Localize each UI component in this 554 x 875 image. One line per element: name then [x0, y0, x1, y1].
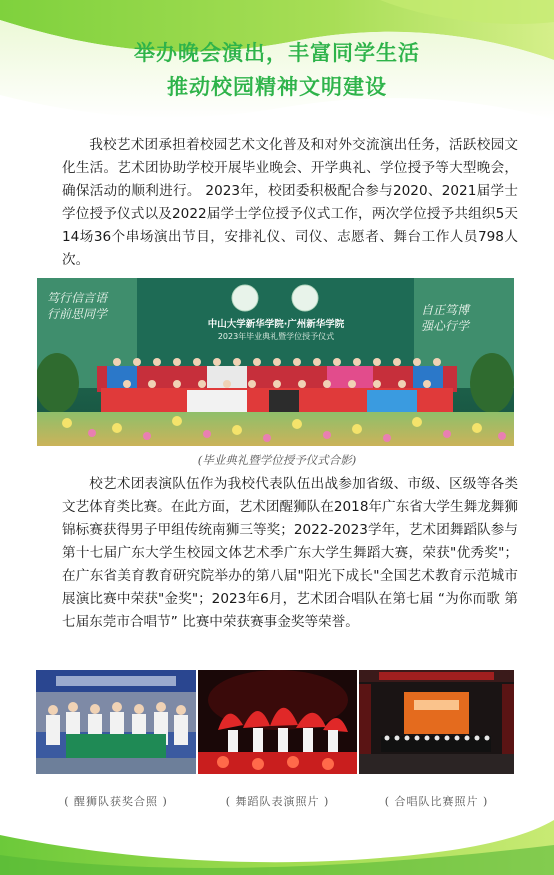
lion-dance-team-photo — [36, 670, 196, 774]
title-line-1: 举办晚会演出，丰富同学生活 — [134, 41, 420, 65]
page-title — [0, 36, 554, 104]
choir-team-photo — [359, 670, 514, 774]
dance-team-photo — [198, 670, 357, 774]
graduation-group-photo — [37, 278, 514, 446]
choir-photo-caption: ( 合唱队比赛照片 ) — [384, 795, 489, 808]
lion-dance-photo-caption: ( 醒狮队获奖合照 ) — [64, 795, 168, 808]
banner-school-name: 中山大学新华学院·广州新华学院 — [207, 319, 345, 330]
banner-right-text: 自正笃博 强心行学 — [421, 303, 470, 333]
graduation-photo-caption: (毕业典礼暨学位授予仪式合影) — [197, 453, 357, 467]
title-line-2: 推动校园精神文明建设 — [167, 75, 387, 99]
dance-photo-caption: ( 舞蹈队表演照片 ) — [225, 795, 330, 808]
bottom-wave-decoration — [0, 760, 554, 875]
paragraph-competition-awards: 校艺术团表演队伍作为我校代表队伍出战参加省级、市级、区级等各类文艺体育类比赛。在此方面，艺术团醒狮队在2018年广东省大学生舞龙舞狮锦标赛获得男子甲组传统南狮三等奖；2022-2023学年，艺术团舞蹈队参与第十七届广东大学生校园文体艺术季广东大学生舞蹈大赛，荣获"优秀奖"；在广东省美育教育研究院举办的第八届"阳光下成长"全国艺术教育示范城市展演比赛中荣获"金奖"；2023年6月，艺术团合唱队在第七届 “为你而歌 第七届东莞市合唱节” 比赛中荣获赛事金奖等荣誉。 — [62, 476, 518, 630]
banner-ceremony-title: 2023年毕业典礼暨学位授予仪式 — [217, 332, 335, 341]
people-front-row — [101, 388, 453, 412]
banner-left-text: 笃行信言语 行前思同学 — [47, 291, 108, 321]
paragraph-art-troupe-duties: 我校艺术团承担着校园艺术文化普及和对外交流演出任务，活跃校园文化生活。艺术团协助学校开展毕业晚会、开学典礼、学位授予等大型晚会，确保活动的顺利进行。 2023年，校团委积极配合参与2020、2021届学士学位授予仪式以及2022届学士学位授予仪式工作，两次学位授予共组织5天14场36个串场演出节目，安排礼仪、司仪、志愿者、舞台工作人员798人次。 — [62, 137, 518, 268]
